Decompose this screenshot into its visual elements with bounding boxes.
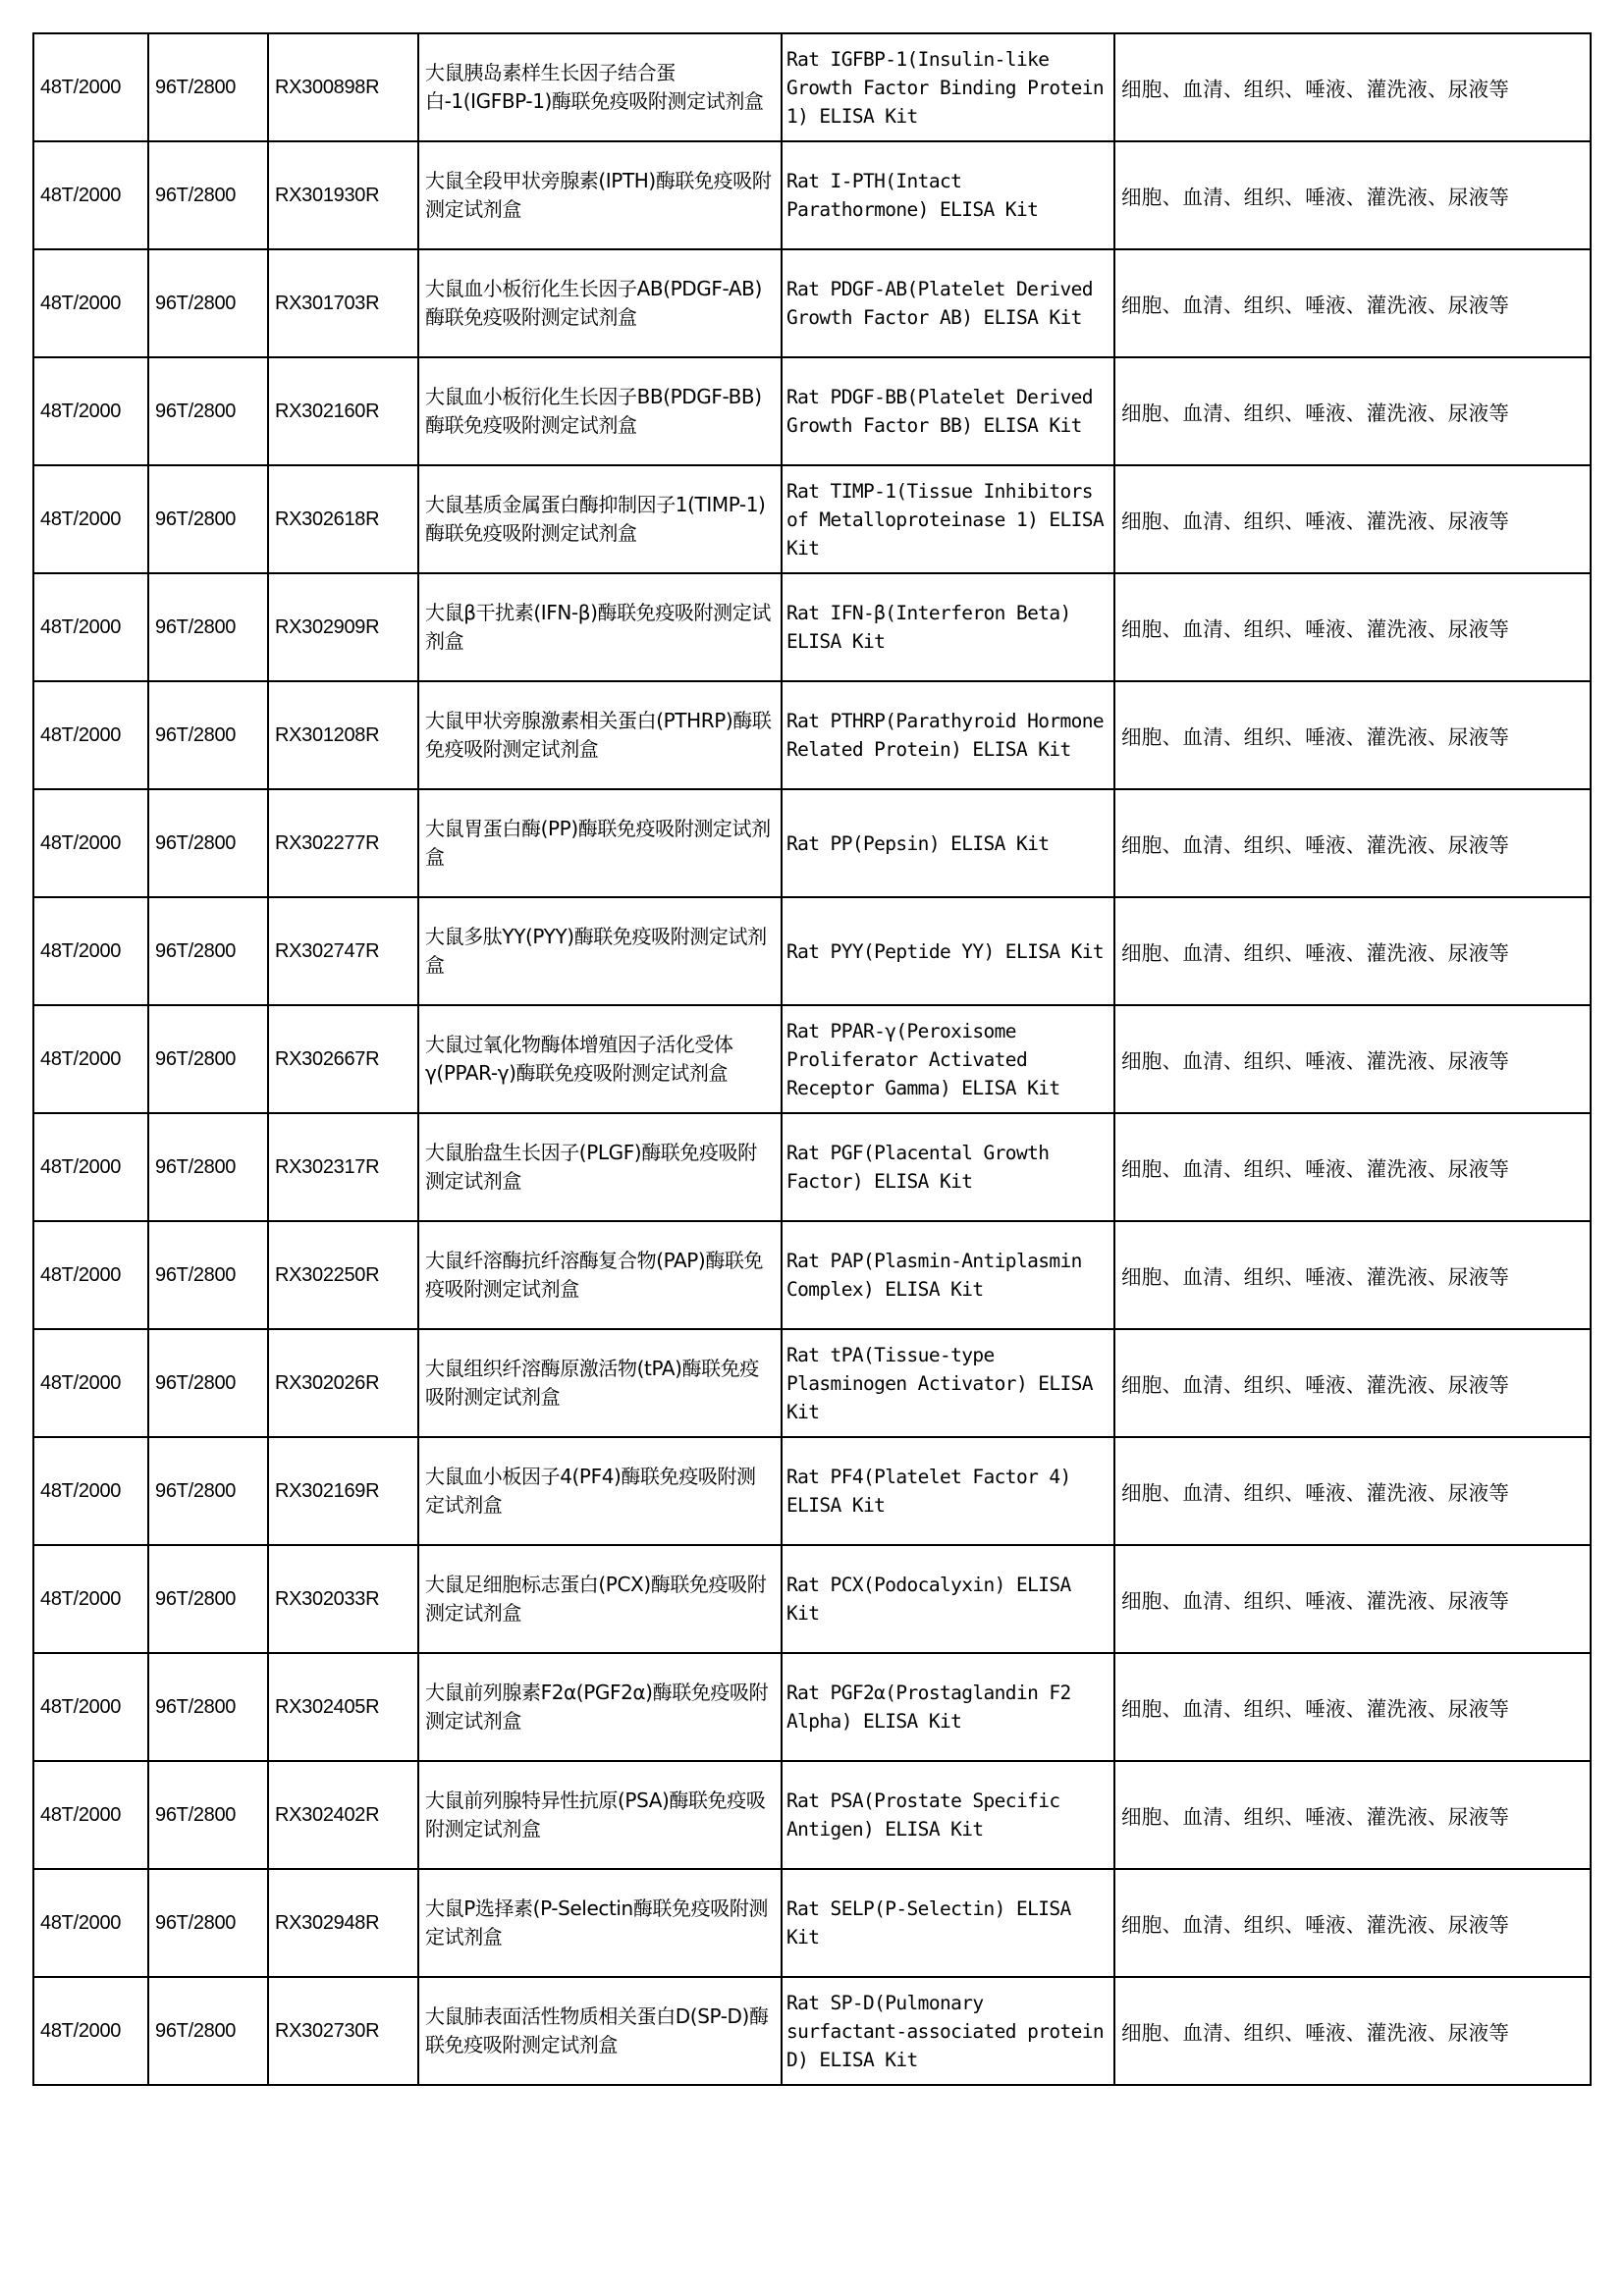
- catalog-number-cell: RX302026R: [268, 1329, 418, 1437]
- product-name-en-cell: Rat PPAR-γ(Peroxisome Proliferator Activated Receptor Gamma) ELISA Kit: [782, 1005, 1114, 1113]
- sample-type-cell: 细胞、血清、组织、唾液、灌洗液、尿液等: [1114, 357, 1591, 465]
- sample-type-cell: 细胞、血清、组织、唾液、灌洗液、尿液等: [1114, 681, 1591, 789]
- product-name-cn-cell: 大鼠前列腺素F2α(PGF2α)酶联免疫吸附测定试剂盒: [418, 1653, 782, 1761]
- spec-96-cell: 96T/2800: [148, 1545, 268, 1653]
- spec-96-cell: 96T/2800: [148, 681, 268, 789]
- catalog-number-cell: RX302033R: [268, 1545, 418, 1653]
- spec-96-cell: 96T/2800: [148, 465, 268, 573]
- spec-48-cell: 48T/2000: [33, 573, 148, 681]
- product-name-en-cell: Rat PSA(Prostate Specific Antigen) ELISA Kit: [782, 1761, 1114, 1869]
- product-name-en-cell: Rat IFN-β(Interferon Beta) ELISA Kit: [782, 573, 1114, 681]
- spec-48-cell: 48T/2000: [33, 1005, 148, 1113]
- spec-96-cell: 96T/2800: [148, 249, 268, 357]
- product-name-cn-cell: 大鼠足细胞标志蛋白(PCX)酶联免疫吸附测定试剂盒: [418, 1545, 782, 1653]
- catalog-number-cell: RX302667R: [268, 1005, 418, 1113]
- spec-48-cell: 48T/2000: [33, 1653, 148, 1761]
- spec-96-cell: 96T/2800: [148, 897, 268, 1005]
- sample-type-cell: 细胞、血清、组织、唾液、灌洗液、尿液等: [1114, 465, 1591, 573]
- table-row: [33, 1437, 1591, 1545]
- product-name-cn-cell: 大鼠血小板衍化生长因子AB(PDGF-AB)酶联免疫吸附测定试剂盒: [418, 249, 782, 357]
- spec-96-cell: 96T/2800: [148, 1005, 268, 1113]
- spec-96-cell: 96T/2800: [148, 141, 268, 249]
- catalog-number-cell: RX302730R: [268, 1977, 418, 2085]
- table-row: [33, 1545, 1591, 1653]
- catalog-number-cell: RX302405R: [268, 1653, 418, 1761]
- table-row: [33, 1113, 1591, 1221]
- product-name-en-cell: Rat PYY(Peptide YY) ELISA Kit: [782, 897, 1114, 1005]
- catalog-number-cell: RX300898R: [268, 33, 418, 141]
- sample-type-cell: 细胞、血清、组织、唾液、灌洗液、尿液等: [1114, 1437, 1591, 1545]
- sample-type-cell: 细胞、血清、组织、唾液、灌洗液、尿液等: [1114, 1977, 1591, 2085]
- spec-96-cell: 96T/2800: [148, 1437, 268, 1545]
- table-row: [33, 249, 1591, 357]
- spec-96-cell: 96T/2800: [148, 357, 268, 465]
- catalog-number-cell: RX302402R: [268, 1761, 418, 1869]
- product-name-cn-cell: 大鼠血小板衍化生长因子BB(PDGF-BB)酶联免疫吸附测定试剂盒: [418, 357, 782, 465]
- product-name-en-cell: Rat TIMP-1(Tissue Inhibitors of Metalloproteinase 1) ELISA Kit: [782, 465, 1114, 573]
- sample-type-cell: 细胞、血清、组织、唾液、灌洗液、尿液等: [1114, 1005, 1591, 1113]
- catalog-number-cell: RX302277R: [268, 789, 418, 897]
- sample-type-cell: 细胞、血清、组织、唾液、灌洗液、尿液等: [1114, 1653, 1591, 1761]
- spec-48-cell: 48T/2000: [33, 681, 148, 789]
- catalog-number-cell: RX302169R: [268, 1437, 418, 1545]
- table-row: [33, 357, 1591, 465]
- product-name-cn-cell: 大鼠多肽YY(PYY)酶联免疫吸附测定试剂盒: [418, 897, 782, 1005]
- product-name-cn-cell: 大鼠胰岛素样生长因子结合蛋白-1(IGFBP-1)酶联免疫吸附测定试剂盒: [418, 33, 782, 141]
- sample-type-cell: 细胞、血清、组织、唾液、灌洗液、尿液等: [1114, 1869, 1591, 1977]
- spec-48-cell: 48T/2000: [33, 1437, 148, 1545]
- spec-48-cell: 48T/2000: [33, 1329, 148, 1437]
- product-name-cn-cell: 大鼠胃蛋白酶(PP)酶联免疫吸附测定试剂盒: [418, 789, 782, 897]
- sample-type-cell: 细胞、血清、组织、唾液、灌洗液、尿液等: [1114, 573, 1591, 681]
- sample-type-cell: 细胞、血清、组织、唾液、灌洗液、尿液等: [1114, 1113, 1591, 1221]
- sample-type-cell: 细胞、血清、组织、唾液、灌洗液、尿液等: [1114, 141, 1591, 249]
- product-name-cn-cell: 大鼠肺表面活性物质相关蛋白D(SP-D)酶联免疫吸附测定试剂盒: [418, 1977, 782, 2085]
- product-name-en-cell: Rat PP(Pepsin) ELISA Kit: [782, 789, 1114, 897]
- catalog-number-cell: RX301208R: [268, 681, 418, 789]
- spec-48-cell: 48T/2000: [33, 1113, 148, 1221]
- product-name-cn-cell: 大鼠组织纤溶酶原激活物(tPA)酶联免疫吸附测定试剂盒: [418, 1329, 782, 1437]
- product-name-en-cell: Rat PDGF-BB(Platelet Derived Growth Factor BB) ELISA Kit: [782, 357, 1114, 465]
- spec-96-cell: 96T/2800: [148, 1653, 268, 1761]
- table-row: [33, 1329, 1591, 1437]
- product-name-en-cell: Rat PDGF-AB(Platelet Derived Growth Factor AB) ELISA Kit: [782, 249, 1114, 357]
- product-name-cn-cell: 大鼠过氧化物酶体增殖因子活化受体γ(PPAR-γ)酶联免疫吸附测定试剂盒: [418, 1005, 782, 1113]
- spec-48-cell: 48T/2000: [33, 141, 148, 249]
- spec-48-cell: 48T/2000: [33, 789, 148, 897]
- spec-48-cell: 48T/2000: [33, 1221, 148, 1329]
- spec-48-cell: 48T/2000: [33, 465, 148, 573]
- product-name-cn-cell: 大鼠基质金属蛋白酶抑制因子1(TIMP-1)酶联免疫吸附测定试剂盒: [418, 465, 782, 573]
- product-name-en-cell: Rat PAP(Plasmin-Antiplasmin Complex) ELISA Kit: [782, 1221, 1114, 1329]
- table-row: [33, 573, 1591, 681]
- spec-96-cell: 96T/2800: [148, 1977, 268, 2085]
- spec-48-cell: 48T/2000: [33, 357, 148, 465]
- catalog-number-cell: RX301930R: [268, 141, 418, 249]
- table-row: [33, 1005, 1591, 1113]
- spec-96-cell: 96T/2800: [148, 1329, 268, 1437]
- catalog-number-cell: RX302160R: [268, 357, 418, 465]
- catalog-number-cell: RX301703R: [268, 249, 418, 357]
- spec-48-cell: 48T/2000: [33, 33, 148, 141]
- catalog-number-cell: RX302747R: [268, 897, 418, 1005]
- table-row: [33, 681, 1591, 789]
- table-row: [33, 1761, 1591, 1869]
- product-name-en-cell: Rat PGF(Placental Growth Factor) ELISA Kit: [782, 1113, 1114, 1221]
- table-row: [33, 465, 1591, 573]
- product-name-cn-cell: 大鼠前列腺特异性抗原(PSA)酶联免疫吸附测定试剂盒: [418, 1761, 782, 1869]
- table-row: [33, 1977, 1591, 2085]
- product-name-en-cell: Rat I-PTH(Intact Parathormone) ELISA Kit: [782, 141, 1114, 249]
- sample-type-cell: 细胞、血清、组织、唾液、灌洗液、尿液等: [1114, 1221, 1591, 1329]
- table-row: [33, 1869, 1591, 1977]
- product-name-en-cell: Rat PGF2α(Prostaglandin F2 Alpha) ELISA Kit: [782, 1653, 1114, 1761]
- sample-type-cell: 细胞、血清、组织、唾液、灌洗液、尿液等: [1114, 1545, 1591, 1653]
- table-row: [33, 33, 1591, 141]
- product-name-en-cell: Rat PTHRP(Parathyroid Hormone Related Protein) ELISA Kit: [782, 681, 1114, 789]
- product-name-en-cell: Rat IGFBP-1(Insulin-like Growth Factor Binding Protein 1) ELISA Kit: [782, 33, 1114, 141]
- product-name-cn-cell: 大鼠血小板因子4(PF4)酶联免疫吸附测定试剂盒: [418, 1437, 782, 1545]
- product-name-cn-cell: 大鼠全段甲状旁腺素(IPTH)酶联免疫吸附测定试剂盒: [418, 141, 782, 249]
- spec-48-cell: 48T/2000: [33, 1977, 148, 2085]
- table-row: [33, 897, 1591, 1005]
- spec-96-cell: 96T/2800: [148, 1761, 268, 1869]
- product-name-en-cell: Rat tPA(Tissue-type Plasminogen Activator) ELISA Kit: [782, 1329, 1114, 1437]
- spec-96-cell: 96T/2800: [148, 1221, 268, 1329]
- table-row: [33, 141, 1591, 249]
- table-row: [33, 1653, 1591, 1761]
- sample-type-cell: 细胞、血清、组织、唾液、灌洗液、尿液等: [1114, 1761, 1591, 1869]
- spec-48-cell: 48T/2000: [33, 1545, 148, 1653]
- table-row: [33, 789, 1591, 897]
- catalog-number-cell: RX302909R: [268, 573, 418, 681]
- sample-type-cell: 细胞、血清、组织、唾液、灌洗液、尿液等: [1114, 789, 1591, 897]
- spec-48-cell: 48T/2000: [33, 1761, 148, 1869]
- product-name-en-cell: Rat PF4(Platelet Factor 4) ELISA Kit: [782, 1437, 1114, 1545]
- product-name-en-cell: Rat SP-D(Pulmonary surfactant-associated protein D) ELISA Kit: [782, 1977, 1114, 2085]
- sample-type-cell: 细胞、血清、组织、唾液、灌洗液、尿液等: [1114, 33, 1591, 141]
- sample-type-cell: 细胞、血清、组织、唾液、灌洗液、尿液等: [1114, 1329, 1591, 1437]
- product-name-cn-cell: 大鼠β干扰素(IFN-β)酶联免疫吸附测定试剂盒: [418, 573, 782, 681]
- product-name-cn-cell: 大鼠纤溶酶抗纤溶酶复合物(PAP)酶联免疫吸附测定试剂盒: [418, 1221, 782, 1329]
- product-table: [32, 32, 1592, 2086]
- sample-type-cell: 细胞、血清、组织、唾液、灌洗液、尿液等: [1114, 249, 1591, 357]
- spec-96-cell: 96T/2800: [148, 33, 268, 141]
- table-row: [33, 1221, 1591, 1329]
- spec-96-cell: 96T/2800: [148, 789, 268, 897]
- document-page: [32, 32, 1590, 2086]
- catalog-number-cell: RX302618R: [268, 465, 418, 573]
- product-name-en-cell: Rat SELP(P-Selectin) ELISA Kit: [782, 1869, 1114, 1977]
- product-name-en-cell: Rat PCX(Podocalyxin) ELISA Kit: [782, 1545, 1114, 1653]
- spec-96-cell: 96T/2800: [148, 1869, 268, 1977]
- product-name-cn-cell: 大鼠胎盘生长因子(PLGF)酶联免疫吸附测定试剂盒: [418, 1113, 782, 1221]
- spec-96-cell: 96T/2800: [148, 1113, 268, 1221]
- catalog-number-cell: RX302317R: [268, 1113, 418, 1221]
- spec-96-cell: 96T/2800: [148, 573, 268, 681]
- product-table-body: [33, 33, 1591, 2085]
- product-name-cn-cell: 大鼠P选择素(P-Selectin酶联免疫吸附测定试剂盒: [418, 1869, 782, 1977]
- catalog-number-cell: RX302250R: [268, 1221, 418, 1329]
- spec-48-cell: 48T/2000: [33, 897, 148, 1005]
- sample-type-cell: 细胞、血清、组织、唾液、灌洗液、尿液等: [1114, 897, 1591, 1005]
- spec-48-cell: 48T/2000: [33, 1869, 148, 1977]
- spec-48-cell: 48T/2000: [33, 249, 148, 357]
- product-name-cn-cell: 大鼠甲状旁腺激素相关蛋白(PTHRP)酶联免疫吸附测定试剂盒: [418, 681, 782, 789]
- catalog-number-cell: RX302948R: [268, 1869, 418, 1977]
